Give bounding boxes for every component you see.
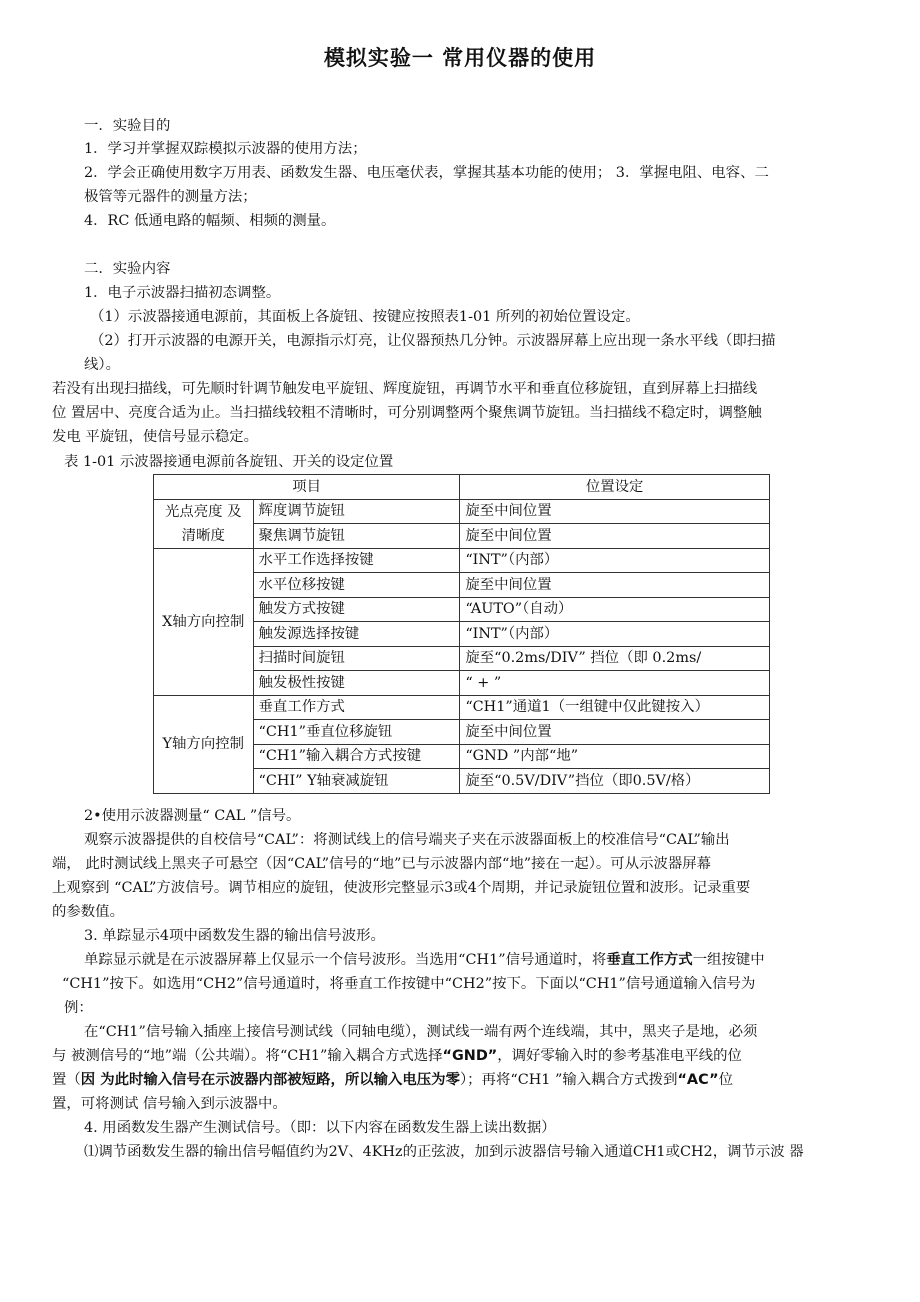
item-cell: 扫描时间旋钮	[253, 646, 460, 671]
setting-cell: 旋至中间位置	[460, 573, 770, 598]
text-run: 位	[718, 1072, 734, 1088]
table-row	[154, 548, 770, 573]
paragraph-line: 发电 平旋钮，使信号显示稳定。	[52, 429, 259, 445]
setting-cell: “INT”（内部）	[460, 548, 770, 573]
purpose-item: 1．学习并掌握双踪模拟示波器的使用方法；	[84, 141, 367, 157]
text-run: 单踪显示就是在示波器屏幕上仅显示一个信号波形。当选用“CH1”信号通道时，将	[84, 952, 607, 968]
paragraph-line: 位 置居中、亮度合适为止。当扫描线较粗不清晰时，可分别调整两个聚焦调节旋钮。当扫描线不稳定时，调整触	[52, 405, 762, 421]
text-run: 一组按键中	[692, 952, 765, 968]
emphasis-text: “AC”	[677, 1072, 719, 1088]
column-header-item: 项目	[154, 475, 460, 500]
paragraph-line: 的参数值。	[52, 904, 124, 920]
item-cell: 触发方式按键	[253, 597, 460, 622]
setting-cell: 旋至中间位置	[460, 499, 770, 524]
section-heading-purpose: 一．实验目的	[84, 118, 171, 134]
page-title: 模拟实验一 常用仪器的使用	[323, 46, 597, 70]
paragraph-line: 上观察到 “CAL”方波信号。调节相应的旋钮，使波形完整显示3或4个周期，并记录旋钮位置和波形。记录重要	[52, 880, 751, 896]
paragraph-line: 置，可将测试 信号输入到示波器中。	[52, 1096, 287, 1112]
item-cell: “CHI” Y轴衰减旋钮	[253, 769, 460, 794]
text-run: 置（	[52, 1072, 81, 1088]
item-cell: “CH1”垂直位移旋钮	[253, 720, 460, 745]
purpose-item: 2．学会正确使用数字万用表、函数发生器、电压毫伏表，掌握其基本功能的使用； 3．掌握电阻、电容、二	[84, 165, 769, 181]
paragraph-line	[52, 1047, 742, 1065]
paragraph-line: 在“CH1”信号输入插座上接信号测试线（同轴电缆），测试线一端有两个连线端，其中，黑夹子是地，必须	[84, 1024, 758, 1040]
setting-cell: “GND ”内部“地”	[460, 744, 770, 769]
table-header-row	[154, 475, 770, 500]
item-cell: 触发极性按键	[253, 671, 460, 696]
column-header-setting: 位置设定	[460, 475, 770, 500]
purpose-item: 极管等元器件的测量方法；	[84, 189, 257, 205]
item-cell: 触发源选择按键	[253, 622, 460, 647]
item-cell: 辉度调节旋钮	[253, 499, 460, 524]
setting-cell: “ + ”	[460, 671, 770, 696]
setting-cell: “CH1”通道1（一组键中仅此键按入）	[460, 695, 770, 720]
setting-cell: “AUTO”（自动）	[460, 597, 770, 622]
table-row	[154, 695, 770, 720]
text-run: ）；再将“CH1 ”输入耦合方式拨到	[459, 1072, 678, 1088]
emphasis-text: 因 为此时输入信号在示波器内部被短路，所以输入电压为零	[80, 1072, 460, 1088]
group-label: Y轴方向控制	[154, 695, 254, 793]
setting-cell: “INT”（内部）	[460, 622, 770, 647]
section-heading-content: 二．实验内容	[84, 261, 171, 277]
item-cell: 垂直工作方式	[253, 695, 460, 720]
paragraph-line: 线）。	[84, 357, 120, 373]
paragraph-line: 端， 此时测试线上黑夹子可悬空（因“CAL”信号的“地”已与示波器内部“地”接在一起）。可从示波器屏幕	[52, 856, 712, 872]
item-cell: 水平位移按键	[253, 573, 460, 598]
group-label: X轴方向控制	[154, 548, 254, 695]
text-run: ，调好零输入时的参考基准电平线的位	[497, 1048, 742, 1064]
paragraph-line: （1）示波器接通电源前，其面板上各旋钮、按键应按照表1-01 所列的初始位置设定。	[90, 309, 640, 325]
emphasis-text: 垂直工作方式	[606, 952, 693, 968]
paragraph-title: 1．电子示波器扫描初态调整。	[84, 285, 281, 301]
emphasis-text: “GND”	[442, 1048, 498, 1064]
setting-cell: 旋至中间位置	[460, 720, 770, 745]
text-run: 与 被测信号的“地”端（公共端）。将“CH1”输入耦合方式选择	[52, 1048, 443, 1064]
item-cell: 聚焦调节旋钮	[253, 524, 460, 549]
setting-cell: 旋至“0.5V/DIV”挡位（即0.5V/格）	[460, 769, 770, 794]
table-row	[154, 499, 770, 524]
item-cell: “CH1”输入耦合方式按键	[253, 744, 460, 769]
table-caption: 表 1-01 示波器接通电源前各旋钮、开关的设定位置	[64, 454, 394, 470]
paragraph-line: （2）打开示波器的电源开关，电源指示灯亮，让仪器预热几分钟。示波器屏幕上应出现一条水平线（即扫描	[90, 333, 776, 349]
paragraph-line: 例：	[64, 1000, 93, 1016]
paragraph-line: “CH1”按下。如选用“CH2”信号通道时，将垂直工作按键中“CH2”按下。下面以“CH1”信号通道输入信号为	[62, 976, 756, 992]
purpose-item: 4．RC 低通电路的幅频、相频的测量。	[84, 213, 336, 229]
paragraph-line: ⑴调节函数发生器的输出信号幅值约为2V、4KHz的正弦波，加到示波器信号输入通道CH1或CH2，调节示波 器	[84, 1144, 804, 1160]
paragraph-title: 4. 用函数发生器产生测试信号。（即：以下内容在函数发生器上读出数据）	[84, 1120, 556, 1136]
item-cell: 水平工作选择按键	[253, 548, 460, 573]
paragraph-title: 3. 单踪显示4项中函数发生器的输出信号波形。	[84, 928, 385, 944]
paragraph-line	[52, 1071, 733, 1089]
paragraph-line: 观察示波器提供的自校信号“CAL”：将测试线上的信号端夹子夹在示波器面板上的校准信号“CAL”输出	[84, 832, 730, 848]
paragraph-line: 若没有出现扫描线，可先顺时针调节触发电平旋钮、辉度旋钮，再调节水平和垂直位移旋钮，直到屏幕上扫描线	[52, 381, 758, 397]
paragraph-line	[84, 951, 765, 969]
paragraph-title: 2•使用示波器测量“ CAL ”信号。	[84, 808, 301, 824]
group-label: 光点亮度 及清晰度	[154, 499, 254, 548]
setting-cell: 旋至中间位置	[460, 524, 770, 549]
setting-cell: 旋至“0.2ms/DIV” 挡位（即 0.2ms/	[460, 646, 770, 671]
settings-table	[153, 474, 770, 794]
